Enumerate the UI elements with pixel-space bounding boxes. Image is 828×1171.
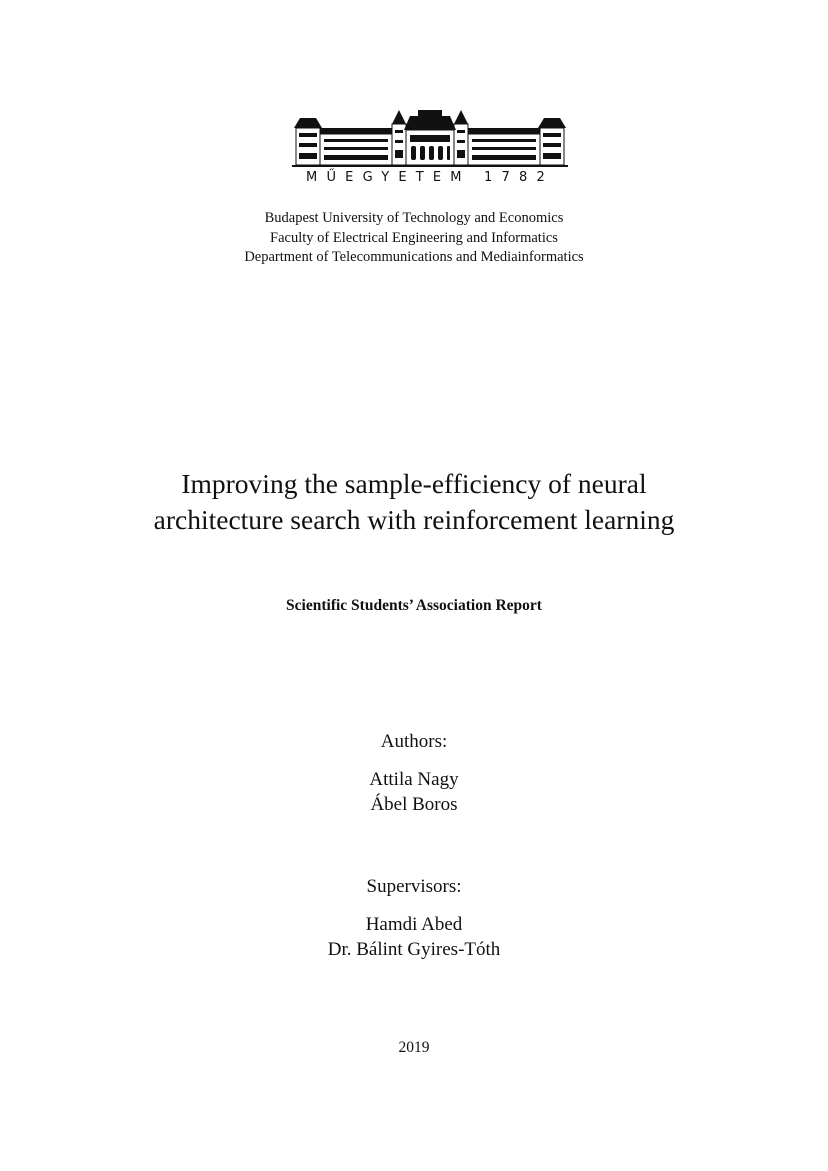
supervisor-name: Dr. Bálint Gyires-Tóth xyxy=(327,939,501,960)
department-name: Department of Telecommunications and Mediainformatics xyxy=(244,249,584,265)
university-name: Budapest University of Technology and Economics xyxy=(264,210,564,226)
university-logo xyxy=(290,108,570,188)
author-name: Attila Nagy xyxy=(369,769,459,790)
document-subtitle: Scientific Students’ Association Report xyxy=(286,597,542,614)
faculty-name: Faculty of Electrical Engineering and Informatics xyxy=(270,229,558,246)
university-building-icon xyxy=(290,108,570,168)
supervisors-list xyxy=(0,912,828,962)
logo-wordmark: MŰEGYETEM 1782 xyxy=(306,170,554,185)
authors-list xyxy=(0,767,828,817)
authors-label: Authors: xyxy=(380,731,448,752)
title-line-1: Improving the sample-efficiency of neural xyxy=(181,468,647,499)
title-line-2: architecture search with reinforcement learning xyxy=(153,504,675,535)
supervisors-label: Supervisors: xyxy=(366,876,462,897)
publication-year: 2019 xyxy=(398,1039,430,1056)
institution-block xyxy=(0,209,828,268)
supervisor-name: Hamdi Abed xyxy=(365,914,463,935)
author-name: Ábel Boros xyxy=(370,794,458,815)
document-title xyxy=(0,466,828,538)
